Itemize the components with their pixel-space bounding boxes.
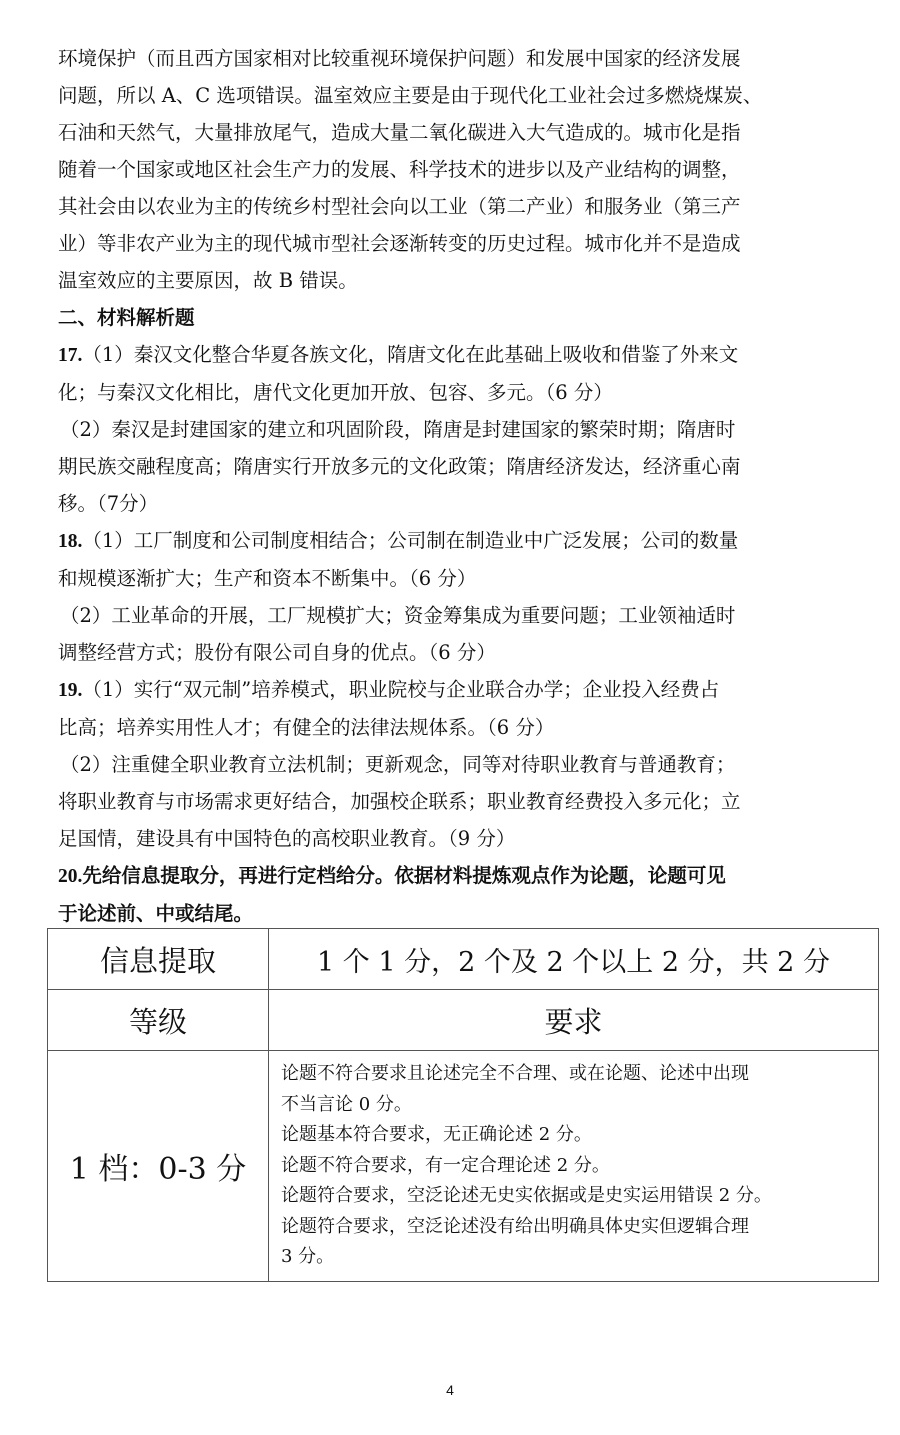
info-extraction-label: 信息提取	[48, 929, 269, 990]
requirement-line: 论题基本符合要求，无正确论述 2 分。	[281, 1124, 592, 1145]
requirement-line: 论题符合要求，空泛论述无史实依据或是史实运用错误 2 分。	[281, 1185, 772, 1206]
q18-part2-line: 调整经营方式；股份有限公司自身的优点。（6 分）	[58, 641, 496, 664]
q17-part2-line: 期民族交融程度高；隋唐实行开放多元的文化政策；隋唐经济发达，经济重心南	[58, 455, 741, 478]
q18-part2-line: （2）工业革命的开展，工厂规模扩大；资金筹集成为重要问题；工业领袖适时	[60, 604, 736, 627]
requirement-line: 论题不符合要求，有一定合理论述 2 分。	[281, 1154, 610, 1176]
q19-part2-line: 足国情，建设具有中国特色的高校职业教育。（9 分）	[58, 827, 516, 850]
q19-part2-line: 将职业教育与市场需求更好结合，加强校企联系；职业教育经费投入多元化；立	[58, 790, 741, 813]
q19-number: 19.	[58, 680, 83, 701]
level1-row	[48, 1051, 879, 1282]
level-header: 等级	[48, 990, 269, 1051]
intro-line: 石油和天然气，大量排放尾气，造成大量二氧化碳进入大气造成的。城市化是指	[58, 121, 741, 144]
intro-line: 环境保护（而且西方国家相对比较重视环境保护问题）和发展中国家的经济发展	[58, 47, 741, 70]
header-row	[48, 990, 879, 1051]
q18-part1-line2: 和规模逐渐扩大；生产和资本不断集中。（6 分）	[58, 567, 477, 590]
q18-number: 18.	[58, 531, 83, 552]
q17-part1-line2: 化；与秦汉文化相比，唐代文化更加开放、包容、多元。（6 分）	[58, 381, 613, 404]
q20-number: 20.	[58, 866, 83, 887]
q19-answer-part1	[58, 671, 858, 709]
intro-line: 随着一个国家或地区社会生产力的发展、科学技术的进步以及产业结构的调整，	[58, 158, 741, 181]
scoring-rubric-table	[47, 928, 879, 1282]
q20-line2: 于论述前、中或结尾。	[58, 902, 254, 925]
section-heading: 二、材料解析题	[58, 306, 195, 329]
requirement-line: 论题符合要求，空泛论述没有给出明确具体史实但逻辑合理	[281, 1215, 749, 1237]
info-extraction-row	[48, 929, 879, 990]
q20-instruction	[58, 857, 858, 895]
requirement-line: 3 分。	[281, 1246, 335, 1267]
q17-answer-part1	[58, 336, 858, 374]
q17-part2-line: （2）秦汉是封建国家的建立和巩固阶段，隋唐是封建国家的繁荣时期；隋唐时	[60, 418, 736, 441]
intro-line: 业）等非农产业为主的现代城市型社会逐渐转变的历史过程。城市化并不是造成	[58, 232, 741, 255]
intro-line: 问题，所以 A、C 选项错误。温室效应主要是由于现代化工业社会过多燃烧煤炭、	[58, 84, 763, 107]
q20-line1: 先给信息提取分，再进行定档给分。依据材料提炼观点作为论题，论题可见	[82, 864, 726, 887]
q19-part2-line: （2）注重健全职业教育立法机制；更新观念，同等对待职业教育与普通教育；	[60, 753, 736, 776]
q19-part1-line2: 比高；培养实用性人才；有健全的法律法规体系。（6 分）	[58, 716, 555, 739]
intro-line: 其社会由以农业为主的传统乡村型社会向以工业（第二产业）和服务业（第三产	[58, 195, 741, 218]
requirement-line: 论题不符合要求且论述完全不合理、或在论题、论述中出现	[281, 1063, 749, 1084]
page-number: 4	[446, 1382, 454, 1398]
q19-part1-line1: （1）实行“双元制”培养模式，职业院校与企业联合办学；企业投入经费占	[82, 678, 720, 701]
q18-part1-line1: （1）工厂制度和公司制度相结合；公司制在制造业中广泛发展；公司的数量	[82, 529, 739, 552]
requirement-line: 不当言论 0 分。	[281, 1093, 412, 1115]
document-body	[58, 40, 858, 932]
q17-number: 17.	[58, 345, 83, 366]
q17-part1-line1: （1）秦汉文化整合华夏各族文化，隋唐文化在此基础上吸收和借鉴了外来文	[82, 343, 739, 366]
q18-answer-part1	[58, 522, 858, 560]
requirement-header: 要求	[269, 990, 879, 1051]
info-extraction-value: 1 个 1 分，2 个及 2 个以上 2 分，共 2 分	[269, 929, 879, 990]
intro-line: 温室效应的主要原因，故 B 错误。	[58, 269, 358, 292]
level1-label: 1 档：0-3 分	[48, 1051, 269, 1282]
level1-requirements	[269, 1051, 879, 1282]
q17-part2-line: 移。（7分）	[58, 492, 159, 515]
